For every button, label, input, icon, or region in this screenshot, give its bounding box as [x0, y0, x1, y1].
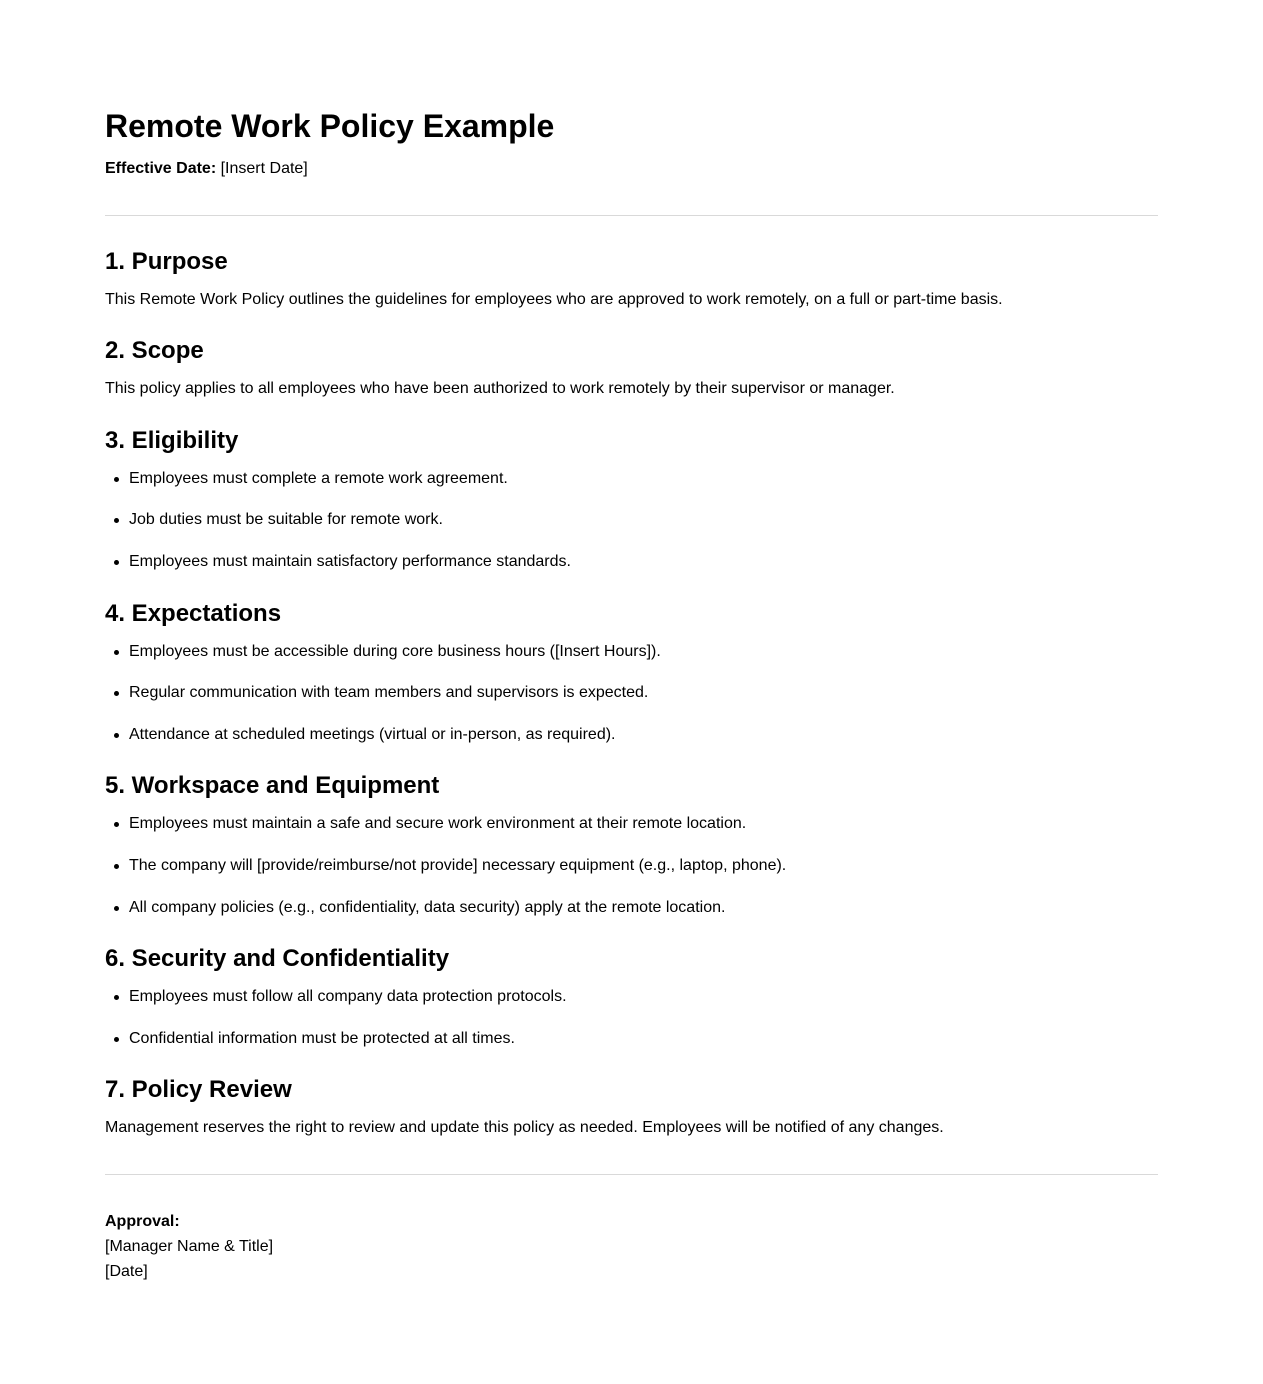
bullet-icon	[114, 906, 119, 911]
approval-date: [Date]	[105, 1263, 148, 1280]
section-heading: 3. Eligibility	[105, 427, 239, 454]
section-heading: 1. Purpose	[105, 248, 228, 275]
bullet-icon	[114, 691, 119, 696]
approval-manager-name: [Manager Name & Title]	[105, 1238, 274, 1255]
top-divider	[105, 215, 1158, 216]
section-heading: 6. Security and Confidentiality	[105, 945, 450, 972]
effective-date-label: Effective Date:	[105, 160, 217, 177]
approval-block	[105, 1209, 273, 1284]
section-text: This Remote Work Policy outlines the guidelines for employees who are approved to work remotely, on a full or part-time basis.	[105, 291, 1003, 308]
section-purpose	[105, 247, 1158, 308]
bullet-icon	[114, 822, 119, 827]
bottom-divider	[105, 1174, 1158, 1175]
bullet-icon	[114, 560, 119, 565]
section-text: Management reserves the right to review and update this policy as needed. Employees will be notified of any changes.	[105, 1119, 944, 1136]
section-text: This policy applies to all employees who have been authorized to work remotely by their supervisor or manager.	[105, 380, 895, 397]
section-policy-review	[105, 1075, 1158, 1136]
page-title: Remote Work Policy Example	[105, 108, 555, 144]
section-security: 6. Security and Confidentiality Employees must follow all company data protection protocols. Confidential information must be protected at all times.	[105, 944, 1158, 974]
approval-label: Approval:	[105, 1213, 180, 1230]
section-heading: 2. Scope	[105, 337, 204, 364]
section-heading: 4. Expectations	[105, 600, 282, 627]
bullet-icon	[114, 477, 119, 482]
effective-date	[105, 159, 308, 179]
bullet-icon	[114, 995, 119, 1000]
bullet-icon	[114, 864, 119, 869]
effective-date-value: [Insert Date]	[216, 160, 308, 177]
bullet-icon	[114, 733, 119, 738]
section-expectations: 4. Expectations Employees must be accessible during core business hours ([Insert Hours]). Regular communication with team members and supervisors is expected. Attendance at scheduled meetings (virtual or in-person, as required).	[105, 599, 1158, 629]
section-heading: 5. Workspace and Equipment	[105, 772, 440, 799]
section-heading: 7. Policy Review	[105, 1076, 292, 1103]
section-workspace: 5. Workspace and Equipment Employees must maintain a safe and secure work environment at their remote location. The company will [provide/reimburse/not provide] necessary equipment (e.g., laptop, phone). All company policies (e.g., confidentiality, data security) apply at the remote location.	[105, 771, 1158, 801]
bullet-icon	[114, 1037, 119, 1042]
bullet-icon	[114, 518, 119, 523]
bullet-icon	[114, 650, 119, 655]
section-scope	[105, 336, 1158, 397]
section-eligibility: 3. Eligibility Employees must complete a remote work agreement. Job duties must be suitable for remote work. Employees must maintain satisfactory performance standards.	[105, 426, 1158, 456]
